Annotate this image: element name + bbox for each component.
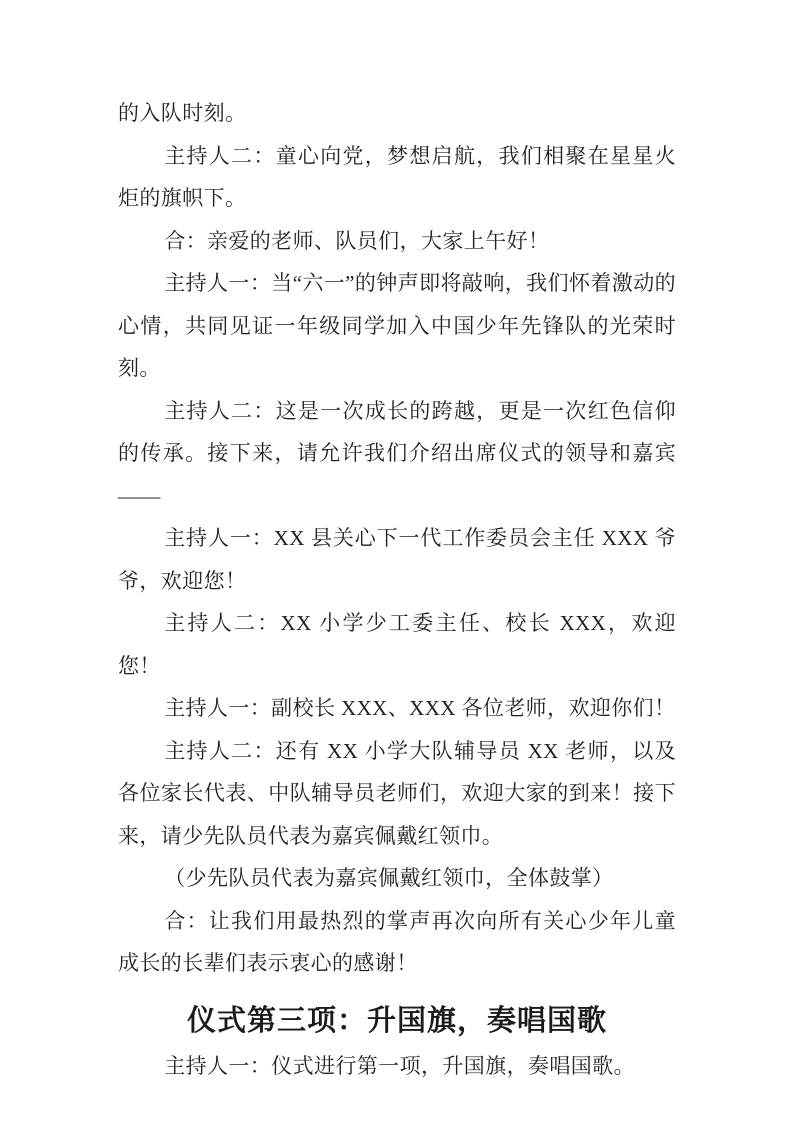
script-line-host1: 主持人一：XX 县关心下一代工作委员会主任 XXX 爷爷，欢迎您！ xyxy=(118,526,676,593)
section-heading: 仪式第三项：升国旗，奏唱国歌 xyxy=(186,1004,607,1037)
stage-direction: （少先队员代表为嘉宾佩戴红领巾，全体鼓掌） xyxy=(164,866,614,890)
script-line-together: 合：亲爱的老师、队员们，大家上午好！ xyxy=(164,228,550,253)
script-line-continuation: 的入队时刻。 xyxy=(118,101,247,125)
script-line-together: 合：让我们用最热烈的掌声再次向所有关心少年儿童成长的长辈们表示衷心的感谢！ xyxy=(118,908,676,975)
script-line-host1: 主持人一：当“六一”的钟声即将敲响，我们怀着激动的心情，共同见证一年级同学加入中国少年先锋队的光荣时刻。 xyxy=(118,271,676,380)
script-line-host2: 主持人二：还有 XX 小学大队辅导员 XX 老师，以及各位家长代表、中队辅导员老师们，欢迎大家的到来！接下来，请少先队员代表为嘉宾佩戴红领巾。 xyxy=(118,738,676,848)
script-line-host1: 主持人一：副校长 XXX、XXX 各位老师，欢迎你们！ xyxy=(164,696,676,720)
script-line-host2: 主持人二：童心向党，梦想启航，我们相聚在星星火炬的旗帜下。 xyxy=(118,143,676,210)
script-line-host2: 主持人二：这是一次成长的跨越，更是一次红色信仰的传承。接下来，请允许我们介绍出席仪式的领导和嘉宾—— xyxy=(118,398,676,508)
script-line-host2: 主持人二：XX 小学少工委主任、校长 XXX，欢迎您！ xyxy=(118,611,676,678)
script-line-host1: 主持人一：仪式进行第一项，升国旗，奏唱国歌。 xyxy=(164,1053,635,1078)
document-body xyxy=(118,92,676,1087)
